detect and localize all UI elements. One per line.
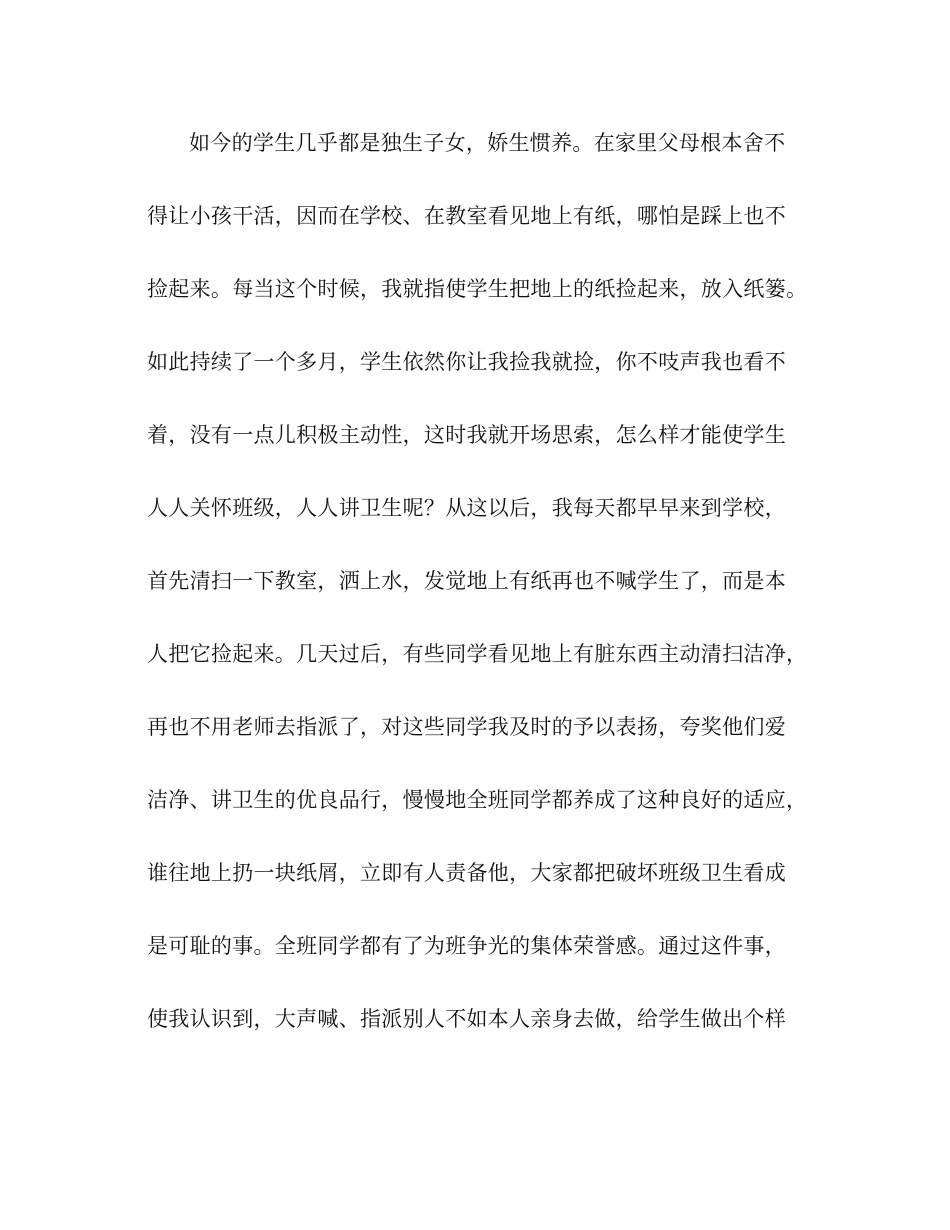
paragraph-line-7: 首先清扫一下教室，洒上水，发觉地上有纸再也不喊学生了，而是本 — [147, 569, 786, 593]
paragraph-line-12: 是可耻的事。全班同学都有了为班争光的集体荣誉感。通过这件事， — [147, 934, 786, 958]
paragraph-line-11: 谁往地上扔一块纸屑，立即有人责备他，大家都把破坏班级卫生看成 — [147, 861, 786, 885]
paragraph-line-10: 洁净、讲卫生的优良品行，慢慢地全班同学都养成了这种良好的适应， — [147, 788, 808, 812]
paragraph-line-1: 如今的学生几乎都是独生子女，娇生惯养。在家里父母根本舍不 — [189, 131, 786, 155]
paragraph-line-4: 如此持续了一个多月，学生依然你让我捡我就捡，你不吱声我也看不 — [147, 350, 786, 374]
paragraph-line-8: 人把它捡起来。几天过后，有些同学看见地上有脏东西主动清扫洁净， — [147, 642, 808, 666]
paragraph-line-5: 着，没有一点儿积极主动性，这时我就开场思索，怎么样才能使学生 — [147, 423, 786, 447]
paragraph-line-6: 人人关怀班级，人人讲卫生呢？从这以后，我每天都早早来到学校， — [147, 496, 786, 520]
paragraph-line-13: 使我认识到，大声喊、指派别人不如本人亲身去做，给学生做出个样 — [147, 1007, 786, 1031]
paragraph-line-9: 再也不用老师去指派了，对这些同学我及时的予以表扬，夸奖他们爱 — [147, 715, 786, 739]
paragraph-line-2: 得让小孩干活，因而在学校、在教室看见地上有纸，哪怕是踩上也不 — [147, 204, 786, 228]
paragraph-line-3: 捡起来。每当这个时候，我就指使学生把地上的纸捡起来，放入纸篓。 — [147, 277, 808, 301]
